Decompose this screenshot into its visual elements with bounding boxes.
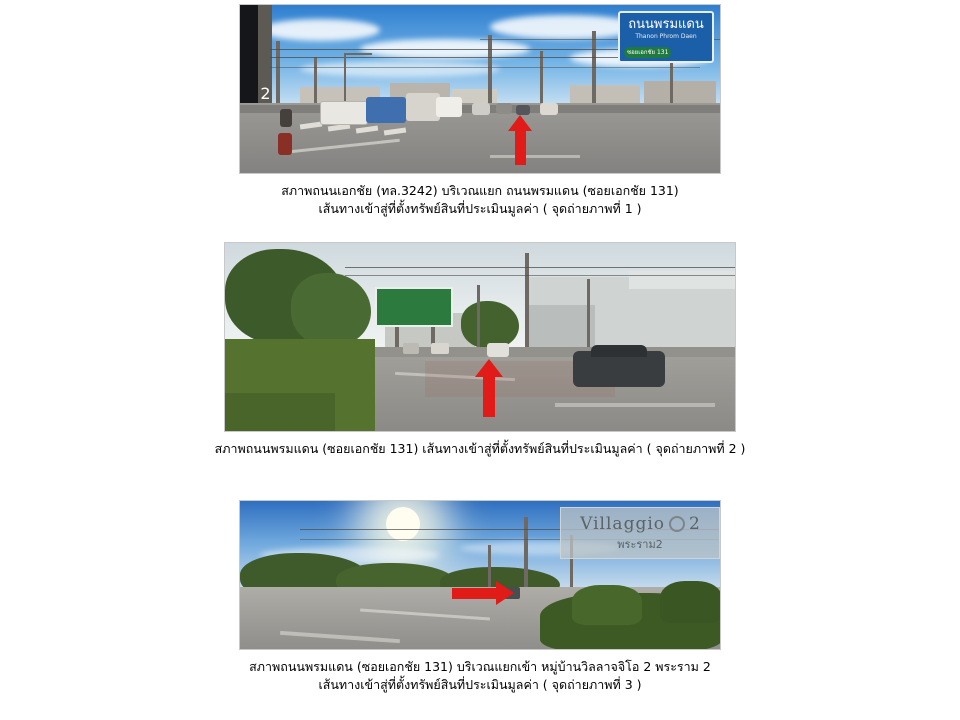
figure-3-photo [239, 500, 721, 650]
car [516, 105, 530, 115]
white-suv [487, 343, 509, 357]
truck [406, 93, 440, 121]
power-wire [345, 275, 735, 276]
motorcycle [280, 109, 292, 127]
village-sign-sub: พระราม2 [617, 537, 663, 551]
figure-3-caption [0, 658, 960, 694]
figure-1-photo [239, 4, 721, 174]
figure-1-block [0, 4, 960, 218]
car [403, 343, 419, 354]
figure-2-photo [224, 242, 736, 432]
sign-badge-text: ซอยเอกชัย 131 [624, 47, 671, 58]
caption-line-1: สภาพถนนเอกชัย (ทล.3242) บริเวณแยก ถนนพรมแดน (ซอยเอกชัย 131) [281, 183, 679, 198]
power-pole [488, 35, 492, 109]
village-sign-number: 2 [689, 513, 700, 534]
pole-number-2: 2 [260, 84, 271, 103]
car [472, 103, 490, 115]
village-entrance-sign [560, 507, 720, 559]
power-pole [592, 31, 596, 109]
bus [320, 101, 368, 125]
figure-3-block [0, 500, 960, 694]
direction-arrow-up [508, 115, 532, 165]
power-wire [345, 267, 735, 268]
street-lamp-arm [344, 53, 372, 55]
caption-line-1: สภาพถนนพรมแดน (ซอยเอกชัย 131) บริเวณแยกเข้า หมู่บ้านวิลลาจจิโอ 2 พระราม 2 [249, 659, 711, 674]
truck-trailer [436, 97, 462, 117]
sun-glare [386, 507, 420, 541]
building [525, 305, 595, 349]
lane-marking [555, 403, 715, 407]
building-roof [629, 271, 736, 289]
street-name-sign [618, 11, 714, 63]
sign-main-text: ถนนพรมแดน [628, 17, 704, 32]
motorcycle-rider [278, 133, 292, 155]
figure-1-caption [0, 182, 960, 218]
caption-line-1: สภาพถนนพรมแดน (ซอยเอกชัย 131) เส้นทางเข้าสู่ที่ตั้งทรัพย์สินที่ประเมินมูลค่า ( จุดถ่ายภาพที่ 2 ) [214, 441, 746, 456]
car [496, 103, 512, 114]
power-pole [477, 285, 480, 349]
tree [461, 301, 519, 349]
truck-cab [366, 97, 406, 123]
caption-line-2: เส้นทางเข้าสู่ที่ตั้งทรัพย์สินที่ประเมินมูลค่า ( จุดถ่ายภาพที่ 1 ) [318, 201, 642, 217]
grass-verge [225, 393, 335, 432]
caption-line-2: เส้นทางเข้าสู่ที่ตั้งทรัพย์สินที่ประเมินมูลค่า ( จุดถ่ายภาพที่ 3 ) [318, 677, 642, 693]
direction-arrow-up [475, 359, 503, 417]
building [570, 85, 640, 105]
figure-2-block [0, 242, 960, 458]
hedge [572, 585, 642, 625]
billboard [375, 287, 453, 327]
power-pole [587, 279, 590, 351]
sign-sub-text: Thanon Phrom Daen [635, 33, 697, 40]
village-sign-ring-icon [669, 516, 685, 532]
lane-marking [490, 155, 580, 158]
cloud [260, 19, 380, 41]
village-sign-name: Villaggio [580, 513, 666, 534]
black-sedan-roof [591, 345, 647, 357]
hedge [660, 581, 721, 623]
car [431, 343, 449, 354]
billboard-post [395, 327, 399, 349]
cloud [300, 61, 500, 77]
street-lamp [344, 53, 346, 101]
power-wire [270, 67, 700, 68]
tree [291, 273, 371, 347]
direction-arrow-right [452, 581, 514, 605]
power-pole [540, 51, 543, 109]
car [540, 103, 558, 115]
figure-2-caption [0, 440, 960, 458]
